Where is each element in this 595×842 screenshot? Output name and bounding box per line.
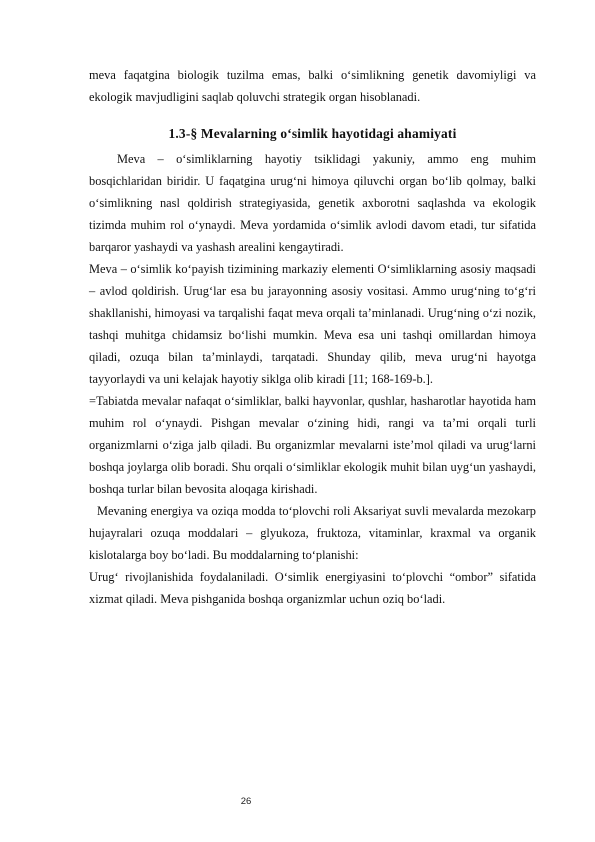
body-paragraph-2: Meva – o‘simlik ko‘payish tizimining markaziy elementi O‘simliklarning asosiy maqsadi – avlod qoldirish. Urug‘lar esa bu jarayonning asosiy vositasi. Ammo urug‘ning to‘g‘ri shakllanishi, himoyasi va tarqalishi faqat meva orqali ta’minlanadi. Urug‘ning o‘zi nozik, tashqi muhitga chidamsiz bo‘lishi mumkin. Meva esa uni tashqi omillardan himoya qiladi, ozuqa bilan ta’minlaydi, tarqatadi. Shunday qilib, meva urug‘ni hayotga tayyorlaydi va uni kelajak hayotiy siklga olib kiradi [11; 168-169-b.]. bbox=[89, 262, 536, 386]
body-paragraph-1: Meva – o‘simliklarning hayotiy tsiklidagi yakuniy, ammo eng muhim bosqichlaridan biridir. U faqatgina urug‘ni himoya qiluvchi organ bo‘lib qolmay, balki o‘simlikning nasl qoldirish strategiyasida, genetik axborotni saqlashda va ekologik tizimda muhim rol o‘ynaydi. Meva yordamida o‘simlik avlodi davom etadi, tur sifatida barqaror yashaydi va yashash arealini kengaytiradi. bbox=[89, 152, 536, 254]
body-paragraph-3: =Tabiatda mevalar nafaqat o‘simliklar, balki hayvonlar, qushlar, hasharotlar hayotida ham muhim rol o‘ynaydi. Pishgan mevalar o‘zining hidi, rangi va ta’mi orqali turli organizmlarni o‘ziga jalb qiladi. Bu organizmlar mevalarni iste’mol qiladi va urug‘larni boshqa joylarga olib boradi. Shu orqali o‘simliklar ekologik muhit bilan uyg‘un yashaydi, boshqa turlar bilan bevosita aloqaga kirishadi. bbox=[89, 394, 536, 496]
page-body bbox=[89, 64, 536, 610]
page-number: 26 bbox=[240, 796, 252, 807]
intro-paragraph: meva faqatgina biologik tuzilma emas, balki o‘simlikning genetik davomiyligi va ekologik mavjudligini saqlab qoluvchi strategik organ hisoblanadi. bbox=[89, 68, 536, 104]
body-paragraph-5: Urug‘ rivojlanishida foydalaniladi. O‘simlik energiyasini to‘plovchi “ombor” sifatida xizmat qiladi. Meva pishganida boshqa organizmlar uchun oziq bo‘ladi. bbox=[89, 570, 536, 606]
section-heading: 1.3-§ Mevalarning o‘simlik hayotidagi ahamiyati bbox=[168, 126, 457, 141]
body-paragraph-4: Mevaning energiya va oziqa modda to‘plovchi roli Aksariyat suvli mevalarda mezokarp hujayralari ozuqa moddalari – glyukoza, fruktoza, vitaminlar, kraxmal va organik kislotalarga boy bo‘ladi. Bu moddalarning to‘planishi: bbox=[89, 504, 536, 562]
